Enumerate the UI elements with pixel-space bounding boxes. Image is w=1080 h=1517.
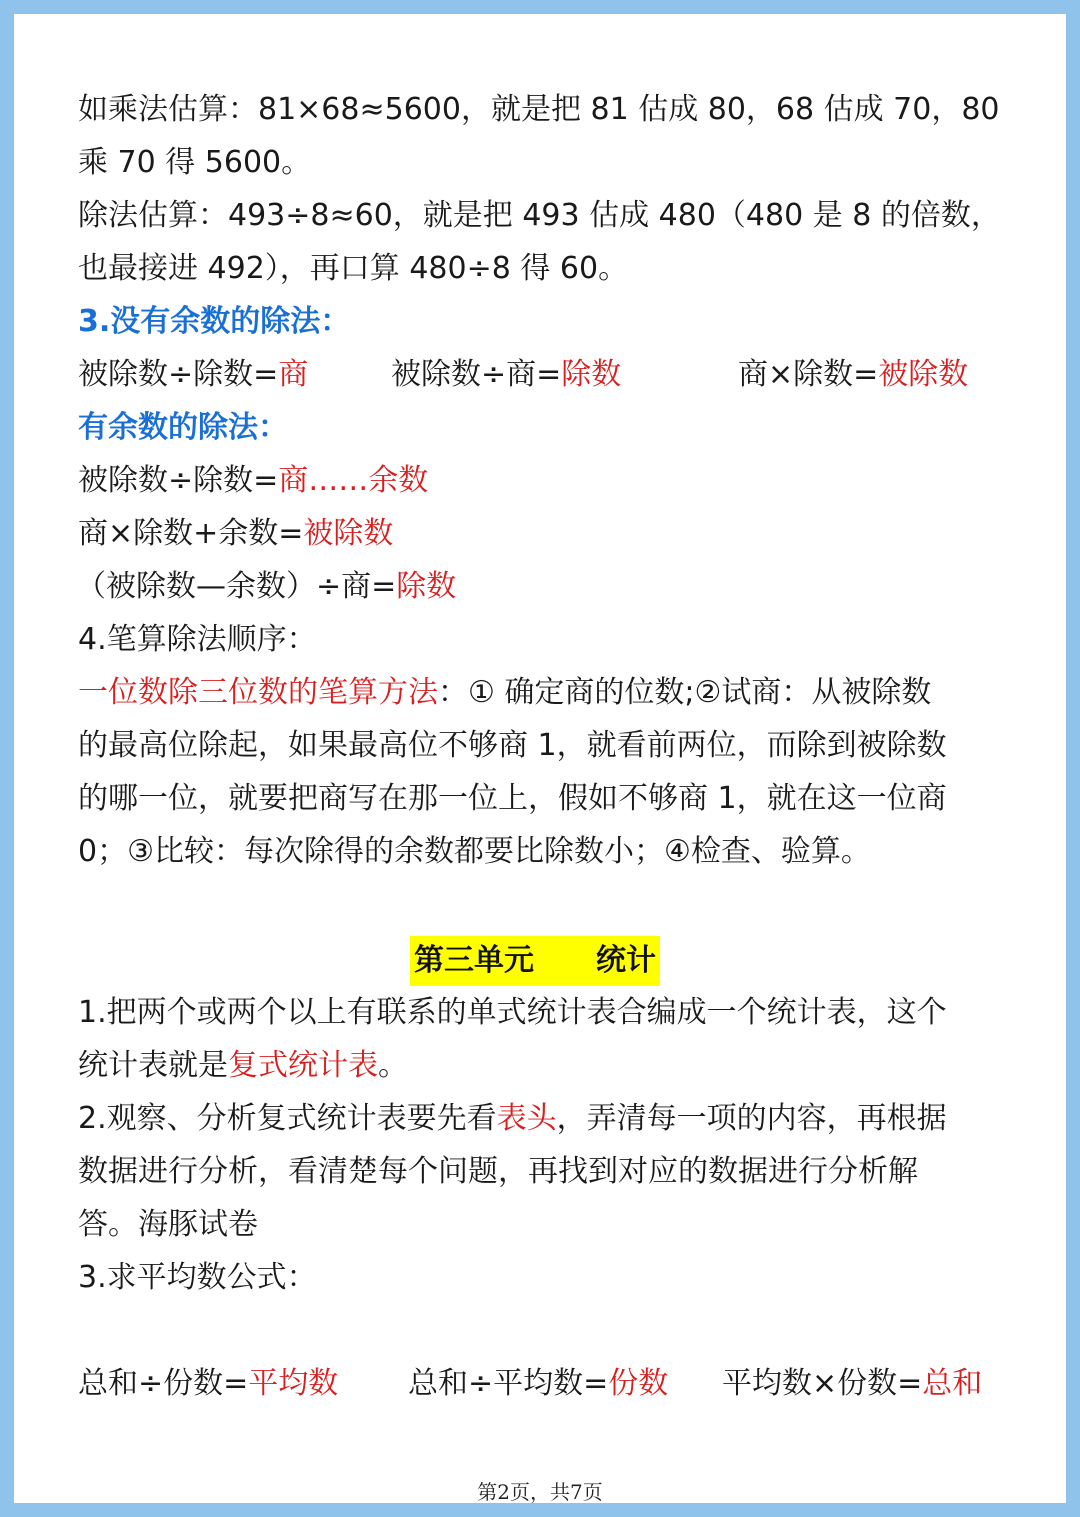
statistics-point-1-line-1: 1.把两个或两个以上有联系的单式统计表合编成一个统计表，这个	[78, 995, 947, 1030]
written-division-paragraph-line-2: 的最高位除起，如果最高位不够商 1，就看前两位，而除到被除数	[78, 728, 947, 763]
remainder-formula-2: 商×除数+余数=被除数	[78, 516, 394, 551]
page-footer: 第2页，共7页	[477, 1480, 603, 1504]
formula-quotient: 被除数÷除数=商	[78, 357, 309, 392]
remainder-formula-3: （被除数—余数）÷商=除数	[76, 569, 457, 604]
estimate-multiplication-line-2: 乘 70 得 5600。	[78, 145, 312, 180]
estimate-division-line: 除法估算：493÷8≈60，就是把 493 估成 480（480 是 8 的倍数，	[78, 198, 1001, 233]
average-formula-3: 平均数×份数=总和	[722, 1366, 983, 1401]
formula-divisor: 被除数÷商=除数	[391, 357, 622, 392]
section-heading-with-remainder: 有余数的除法：	[78, 410, 288, 445]
estimate-multiplication-line: 如乘法估算：81×68≈5600，就是把 81 估成 80，68 估成 70，80	[78, 92, 1000, 127]
statistics-point-2-line-2: 数据进行分析，看清楚每个问题，再找到对应的数据进行分析解	[78, 1154, 918, 1189]
statistics-point-2-line-3: 答。海豚试卷	[78, 1207, 258, 1242]
statistics-point-2-line-1: 2.观察、分析复式统计表要先看表头，弄清每一项的内容，再根据	[78, 1101, 947, 1136]
written-division-paragraph-line-1: 一位数除三位数的笔算方法：① 确定商的位数;②试商：从被除数	[78, 675, 932, 710]
section-heading-no-remainder: 3.没有余数的除法：	[78, 304, 351, 339]
written-division-paragraph-line-4: 0；③比较：每次除得的余数都要比除数小；④检查、验算。	[78, 834, 871, 869]
statistics-point-3-heading: 3.求平均数公式：	[78, 1260, 317, 1295]
formula-dividend: 商×除数=被除数	[738, 357, 969, 392]
written-division-paragraph-line-3: 的哪一位，就要把商写在那一位上，假如不够商 1，就在这一位商	[78, 781, 947, 816]
statistics-point-1-line-2: 统计表就是复式统计表。	[78, 1048, 408, 1083]
section-heading-written-division: 4.笔算除法顺序：	[78, 622, 317, 657]
average-formula-2: 总和÷平均数=份数	[408, 1366, 669, 1401]
remainder-formula-1: 被除数÷除数=商……余数	[78, 463, 429, 498]
document-page	[14, 14, 1066, 1503]
estimate-division-line-2: 也最接进 492），再口算 480÷8 得 60。	[78, 251, 629, 286]
unit-title: 第三单元 统计	[410, 936, 660, 986]
average-formula-1: 总和÷份数=平均数	[78, 1366, 339, 1401]
